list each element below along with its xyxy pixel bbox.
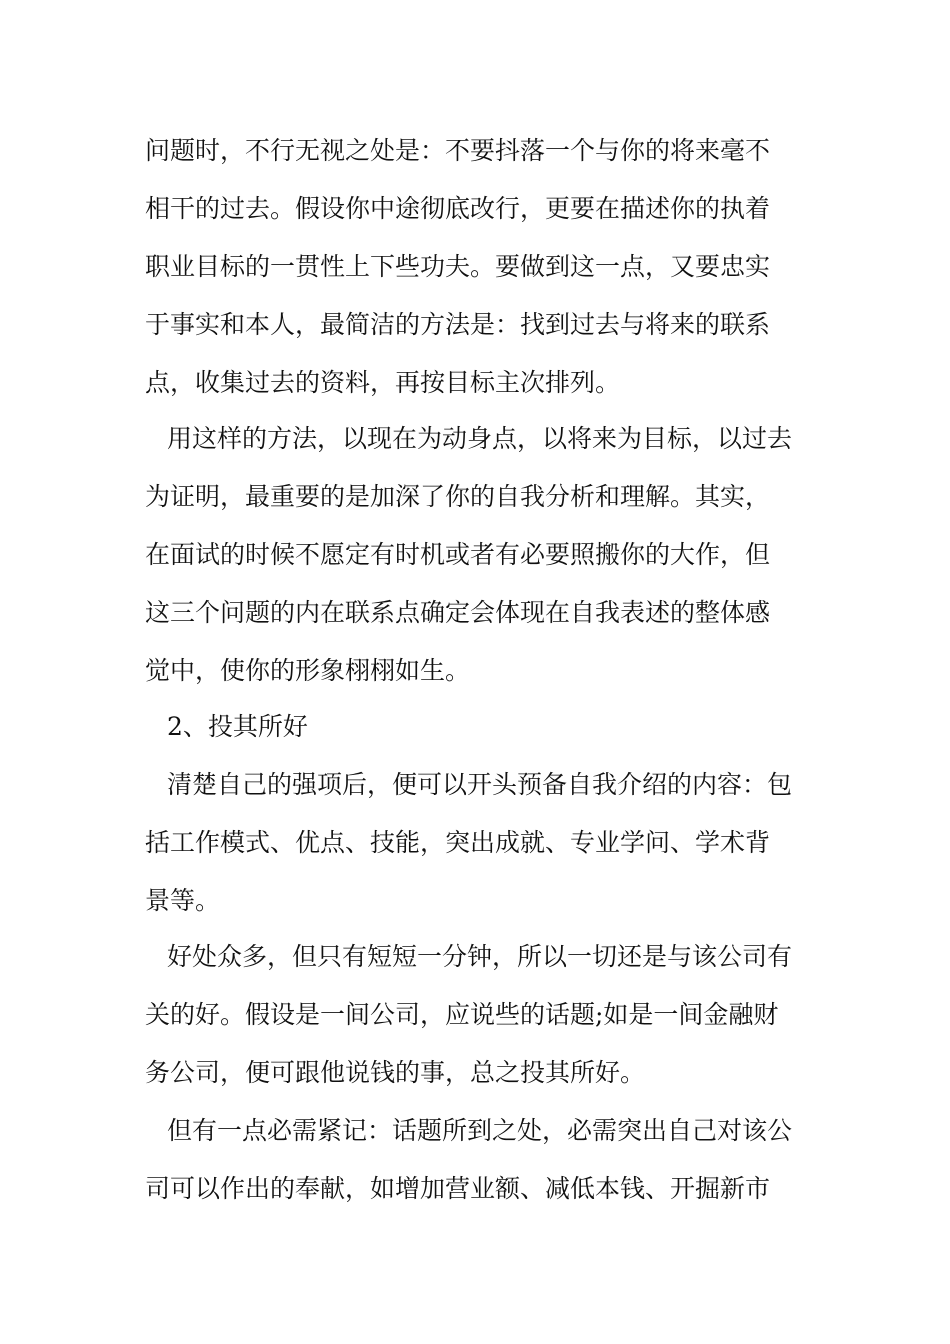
paragraph-line: 关的好。假设是一间公司，应说些的话题;如是一间金融财 <box>145 1000 779 1029</box>
section-heading: 2、投其所好 <box>167 712 308 741</box>
paragraph-line: 点，收集过去的资料，再按目标主次排列。 <box>145 368 621 397</box>
paragraph-line: 于事实和本人，最简洁的方法是：找到过去与将来的联系 <box>145 310 771 339</box>
paragraph-line: 相干的过去。假设你中途彻底改行，更要在描述你的执着 <box>145 194 771 223</box>
paragraph-line: 司可以作出的奉献，如增加营业额、减低本钱、开掘新市 <box>145 1174 771 1203</box>
paragraph-line: 好处众多，但只有短短一分钟，所以一切还是与该公司有 <box>167 942 793 971</box>
paragraph-line: 景等。 <box>145 886 221 915</box>
paragraph-line: 为证明，最重要的是加深了你的自我分析和理解。其实， <box>145 482 771 511</box>
paragraph-line: 括工作模式、优点、技能，突出成就、专业学问、学术背 <box>145 828 771 857</box>
paragraph-line: 用这样的方法，以现在为动身点，以将来为目标，以过去 <box>167 424 793 453</box>
paragraph-line: 务公司，便可跟他说钱的事，总之投其所好。 <box>145 1058 646 1087</box>
paragraph-line: 觉中，使你的形象栩栩如生。 <box>145 656 471 685</box>
paragraph-line: 但有一点必需紧记：话题所到之处，必需突出自己对该公 <box>167 1116 793 1145</box>
paragraph-line: 职业目标的一贯性上下些功夫。要做到这一点，又要忠实 <box>145 252 771 281</box>
paragraph-line: 在面试的时候不愿定有时机或者有必要照搬你的大作，但 <box>145 540 771 569</box>
paragraph-line: 这三个问题的内在联系点确定会体现在自我表述的整体感 <box>145 598 771 627</box>
paragraph-line: 清楚自己的强项后，便可以开头预备自我介绍的内容：包 <box>167 770 793 799</box>
paragraph-line: 问题时，不行无视之处是：不要抖落一个与你的将来毫不 <box>145 136 771 165</box>
